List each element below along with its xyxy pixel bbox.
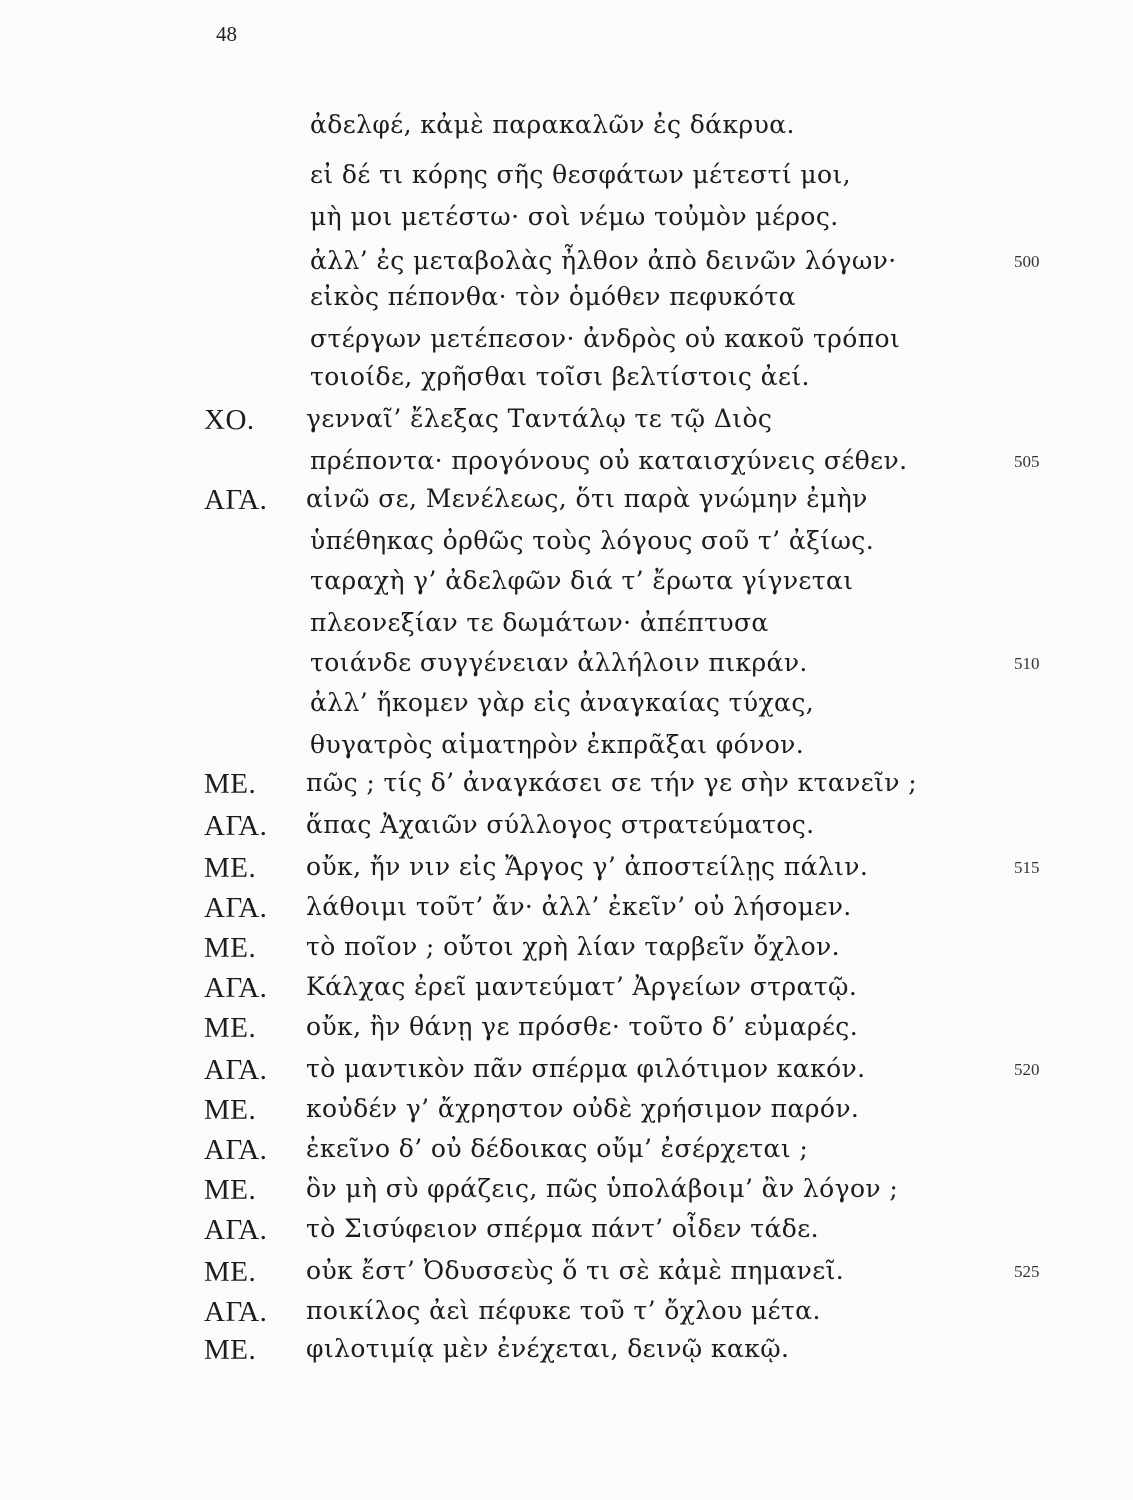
speaker-label: ΜΕ.: [204, 852, 257, 884]
verse-text: γενναῖ’ ἔλεξας Ταντάλῳ τε τῷ Διὸς: [306, 404, 773, 433]
line-number: 510: [1014, 654, 1040, 673]
verse-text: μὴ μοι μετέστω· σοὶ νέμω τοὐμὸν μέρος.: [310, 202, 839, 231]
verse-text: εἰκὸς πέπονθα· τὸν ὁμόθεν πεφυκότα: [310, 282, 796, 311]
verse-line: [0, 1134, 1133, 1174]
verse-text: ταραχὴ γ’ ἀδελφῶν διά τ’ ἔρωτα γίγνεται: [310, 566, 854, 595]
verse-line: [0, 1054, 1133, 1094]
verse-line: [0, 484, 1133, 524]
line-number: 515: [1014, 858, 1040, 877]
verse-text: ἀλλ’ ἥκομεν γὰρ εἰς ἀναγκαίας τύχας,: [310, 688, 815, 717]
verse-text: Κάλχας ἐρεῖ μαντεύματ’ Ἀργείων στρατῷ.: [306, 972, 858, 1001]
verse-line: [0, 1094, 1133, 1134]
verse-line: [0, 648, 1133, 688]
speaker-label: ΜΕ.: [204, 768, 257, 800]
line-number: 505: [1014, 452, 1040, 471]
speaker-label: ΑΓΑ.: [204, 1214, 268, 1246]
speaker-label: ΑΓΑ.: [204, 810, 268, 842]
line-number: 525: [1014, 1262, 1040, 1281]
verse-line: [0, 324, 1133, 364]
verse-line: [0, 282, 1133, 322]
verse-line: [0, 526, 1133, 566]
verse-text: στέργων μετέπεσον· ἀνδρὸς οὐ κακοῦ τρόποι: [310, 324, 901, 353]
verse-text: οὐκ ἔστ’ Ὀδυσσεὺς ὅ τι σὲ κἀμὲ πημανεῖ.: [306, 1256, 845, 1285]
verse-text: τὸ ποῖον ; οὔτοι χρὴ λίαν ταρβεῖν ὄχλον.: [306, 932, 841, 961]
verse-line: [0, 932, 1133, 972]
verse-text: ἐκεῖνο δ’ οὐ δέδοικας οὔμ’ ἐσέρχεται ;: [306, 1134, 809, 1163]
verse-line: [0, 688, 1133, 728]
verse-line: [0, 362, 1133, 402]
verse-line: [0, 160, 1133, 200]
verse-line: [0, 852, 1133, 892]
verse-text: ἀδελφέ, κἀμὲ παρακαλῶν ἐς δάκρυα.: [310, 110, 795, 139]
verse-text: τοιοίδε, χρῆσθαι τοῖσι βελτίστοις ἀεί.: [310, 362, 810, 391]
verse-line: [0, 1214, 1133, 1254]
verse-line: [0, 1296, 1133, 1336]
speaker-label: ΑΓΑ.: [204, 484, 268, 516]
verse-line: [0, 110, 1133, 150]
speaker-label: ΑΓΑ.: [204, 1296, 268, 1328]
verse-text: οὔκ, ἤν νιν εἰς Ἄργος γ’ ἀποστείλῃς πάλιν.: [306, 852, 869, 881]
speaker-label: ΑΓΑ.: [204, 972, 268, 1004]
verse-line: [0, 202, 1133, 242]
verse-text: ὑπέθηκας ὀρθῶς τοὺς λόγους σοῦ τ’ ἀξίως.: [310, 526, 875, 555]
verse-text: πῶς ; τίς δ’ ἀναγκάσει σε τήν γε σὴν κτανεῖν ;: [306, 768, 918, 797]
verse-line: [0, 730, 1133, 770]
verse-text: λάθοιμι τοῦτ’ ἄν· ἀλλ’ ἐκεῖν’ οὐ λήσομεν.: [306, 892, 852, 921]
speaker-label: ΜΕ.: [204, 1334, 257, 1366]
verse-text: ὃν μὴ σὺ φράζεις, πῶς ὑπολάβοιμ’ ἂν λόγον ;: [306, 1174, 899, 1203]
verse-text: ἀλλ’ ἐς μεταβολὰς ἦλθον ἀπὸ δεινῶν λόγων·: [310, 246, 897, 275]
verse-line: [0, 446, 1133, 486]
speaker-label: ΜΕ.: [204, 1094, 257, 1126]
verse-line: [0, 246, 1133, 286]
verse-line: [0, 1334, 1133, 1374]
line-number: 520: [1014, 1060, 1040, 1079]
speaker-label: ΑΓΑ.: [204, 1134, 268, 1166]
verse-line: [0, 892, 1133, 932]
verse-text: ποικίλος ἀεὶ πέφυκε τοῦ τ’ ὄχλου μέτα.: [306, 1296, 821, 1325]
verse-line: [0, 404, 1133, 444]
verse-line: [0, 1174, 1133, 1214]
verse-line: [0, 1256, 1133, 1296]
verse-line: [0, 608, 1133, 648]
verse-text: πλεονεξίαν τε δωμάτων· ἀπέπτυσα: [310, 608, 769, 637]
speaker-label: ΧΟ.: [204, 404, 255, 436]
verse-text: τοιάνδε συγγένειαν ἀλλήλοιν πικράν.: [310, 648, 808, 677]
line-number: 500: [1014, 252, 1040, 271]
verse-text: κοὐδέν γ’ ἄχρηστον οὐδὲ χρήσιμον παρόν.: [306, 1094, 860, 1123]
verse-text: πρέποντα· προγόνους οὐ καταισχύνεις σέθεν.: [310, 446, 908, 475]
speaker-label: ΜΕ.: [204, 1174, 257, 1206]
speaker-label: ΜΕ.: [204, 1012, 257, 1044]
page-number: 48: [216, 22, 237, 46]
verse-text: τὸ Σισύφειον σπέρμα πάντ’ οἶδεν τάδε.: [306, 1214, 819, 1243]
speaker-label: ΑΓΑ.: [204, 892, 268, 924]
verse-line: [0, 566, 1133, 606]
verse-text: τὸ μαντικὸν πᾶν σπέρμα φιλότιμον κακόν.: [306, 1054, 866, 1083]
speaker-label: ΑΓΑ.: [204, 1054, 268, 1086]
speaker-label: ΜΕ.: [204, 1256, 257, 1288]
verse-text: εἰ δέ τι κόρης σῆς θεσφάτων μέτεστί μοι,: [310, 160, 852, 189]
verse-text: ἅπας Ἀχαιῶν σύλλογος στρατεύματος.: [306, 810, 815, 839]
verse-text: οὔκ, ἢν θάνῃ γε πρόσθε· τοῦτο δ’ εὐμαρές.: [306, 1012, 859, 1041]
verse-text: φιλοτιμίᾳ μὲν ἐνέχεται, δεινῷ κακῷ.: [306, 1334, 790, 1363]
verse-line: [0, 1012, 1133, 1052]
verse-text: θυγατρὸς αἱματηρὸν ἐκπρᾶξαι φόνον.: [310, 730, 805, 759]
verse-line: [0, 768, 1133, 808]
speaker-label: ΜΕ.: [204, 932, 257, 964]
verse-text: αἰνῶ σε, Μενέλεως, ὅτι παρὰ γνώμην ἐμὴν: [306, 484, 868, 513]
verse-line: [0, 972, 1133, 1012]
verse-line: [0, 810, 1133, 850]
